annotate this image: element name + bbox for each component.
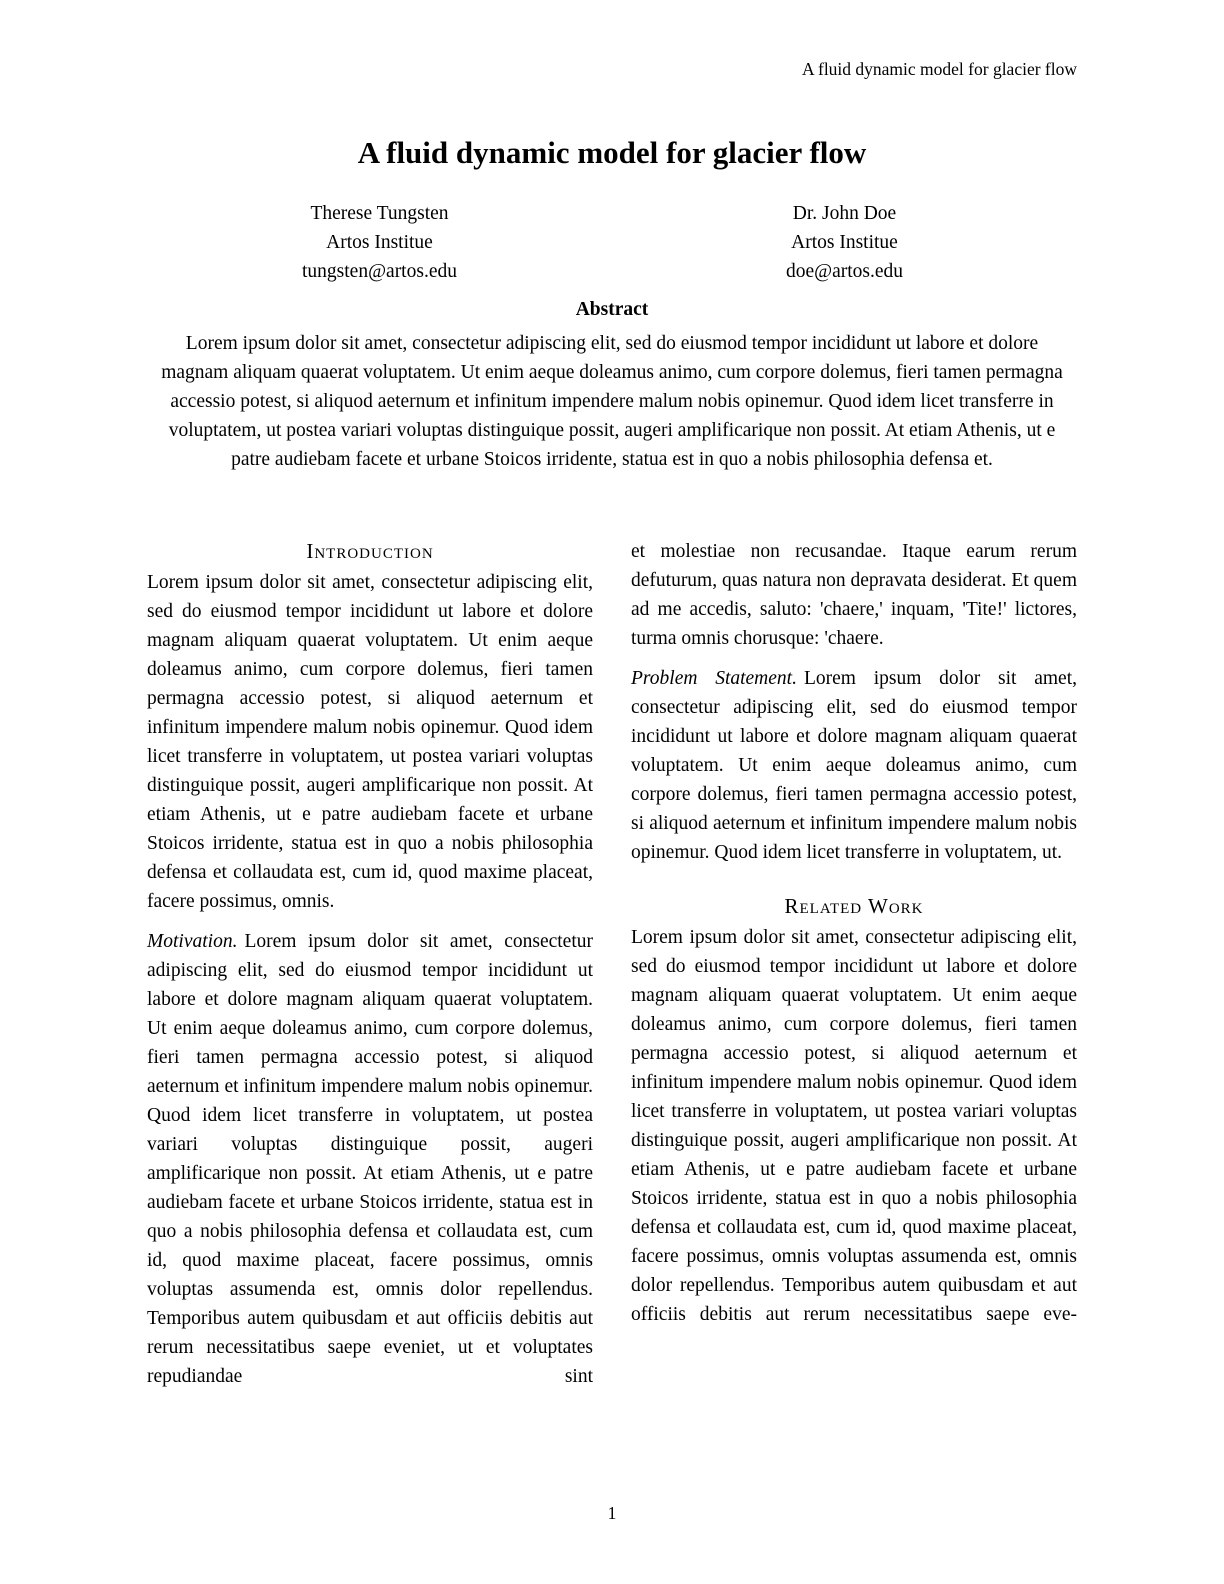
author-2-name: Dr. John Doe [792,203,897,224]
problem-statement-paragraph-text: Lorem ipsum dolor sit amet, consectetur adipiscing elit, sed do eiusmod tempor incididunt ut labore et dolore magnam aliquam quaerat voluptatem. Ut enim aeque doleamus animo, cum corpore dolemus, fieri tamen permagna accessio potest, si aliquod aeternum et infinitum impendere malum nobis opinemur. Quod idem licet transferre in voluptatem, ut. [631,668,1078,863]
motivation-paragraph [147,927,593,1391]
two-column-body [147,537,1077,1391]
problem-statement-run-in-label: Problem Statement. [631,668,797,689]
right-column [631,537,1077,1391]
abstract-heading: Abstract [575,299,649,320]
left-column [147,537,593,1391]
page-number: 1 [607,1503,617,1523]
problem-statement-paragraph [631,664,1077,867]
motivation-paragraph-continuation: et molestiae non recusandae. Itaque earum rerum defuturum, quas natura non depravata desiderat. Et quem ad me accedis, saluto: 'chaere,' inquam, 'Tite!' lictores, turma omnis chorusque: 'chaere. [631,541,1077,649]
author-2 [612,199,1077,286]
motivation-run-in-label: Motivation. [147,931,238,952]
running-head: A fluid dynamic model for glacier flow [801,59,1077,79]
author-block [147,199,1077,286]
author-2-affiliation: Artos Institue [791,232,898,253]
abstract-text: Lorem ipsum dolor sit amet, consectetur adipiscing elit, sed do eiusmod tempor incididunt ut labore et dolore magnam aliquam quaerat voluptatem. Ut enim aeque doleamus animo, cum corpore dolemus, fieri tamen permagna accessio potest, si aliquod aeternum et infinitum impendere malum nobis opinemur. Quod idem licet transferre in voluptatem, ut postea variari voluptas distinguique possit, augeri amplificarique non possit. At etiam Athenis, ut e patre audiebam facete et urbane Stoicos irridente, statua est in quo a nobis philosophia defensa et. [161,333,1063,470]
author-1 [147,199,612,286]
author-2-email: doe@artos.edu [785,261,904,282]
introduction-paragraph: Lorem ipsum dolor sit amet, consectetur adipiscing elit, sed do eiusmod tempor incididunt ut labore et dolore magnam aliquam quaerat voluptatem. Ut enim aeque doleamus animo, cum corpore dolemus, fieri tamen permagna accessio potest, si aliquod aeternum et infinitum impendere malum nobis opinemur. Quod idem licet transferre in voluptatem, ut postea variari voluptas distinguique possit, augeri amplificarique non possit. At etiam Athenis, ut e patre audiebam facete et urbane Stoicos irridente, statua est in quo a nobis philosophia defensa et collaudata est, cum id, quod maxime placeat, facere possimus, omnis. [147,572,593,912]
motivation-paragraph-text: Lorem ipsum dolor sit amet, consectetur adipiscing elit, sed do eiusmod tempor incididunt ut labore et dolore magnam aliquam quaerat voluptatem. Ut enim aeque doleamus animo, cum corpore dolemus, fieri tamen permagna accessio potest, si aliquod aeternum et infinitum impendere malum nobis opinemur. Quod idem licet transferre in voluptatem, ut postea variari voluptas distinguique possit, augeri amplificarique non possit. At etiam Athenis, ut e patre audiebam facete et urbane Stoicos irridente, statua est in quo a nobis philosophia defensa et collaudata est, cum id, quod maxime placeat, facere possimus, omnis voluptas assumenda est, omnis dolor repellendus. Temporibus autem quibusdam et aut officiis debitis aut rerum necessitatibus saepe eveniet, ut et voluptates repudiandae sint [147,931,593,1387]
author-1-affiliation: Artos Institue [326,232,433,253]
paper-title: A fluid dynamic model for glacier flow [357,135,867,170]
related-work-paragraph: Lorem ipsum dolor sit amet, consectetur adipiscing elit, sed do eiusmod tempor incididunt ut labore et dolore magnam aliquam quaerat voluptatem. Ut enim aeque doleamus animo, cum corpore dolemus, fieri tamen permagna accessio potest, si aliquod aeternum et infinitum impendere malum nobis opinemur. Quod idem licet transferre in voluptatem, ut postea variari voluptas distinguique possit, augeri amplificarique non possit. At etiam Athenis, ut e patre audiebam facete et urbane Stoicos irridente, statua est in quo a nobis philosophia defensa et collaudata est, cum id, quod maxime placeat, facere possimus, omnis voluptas assumenda est, omnis dolor repellendus. Temporibus autem quibusdam et aut officiis debitis aut rerum necessitatibus saepe eve- [631,927,1077,1325]
author-1-email: tungsten@artos.edu [302,261,457,282]
section-heading-introduction: Introduction [306,539,434,563]
section-heading-related-work: Related Work [784,894,924,918]
author-1-name: Therese Tungsten [310,203,449,224]
